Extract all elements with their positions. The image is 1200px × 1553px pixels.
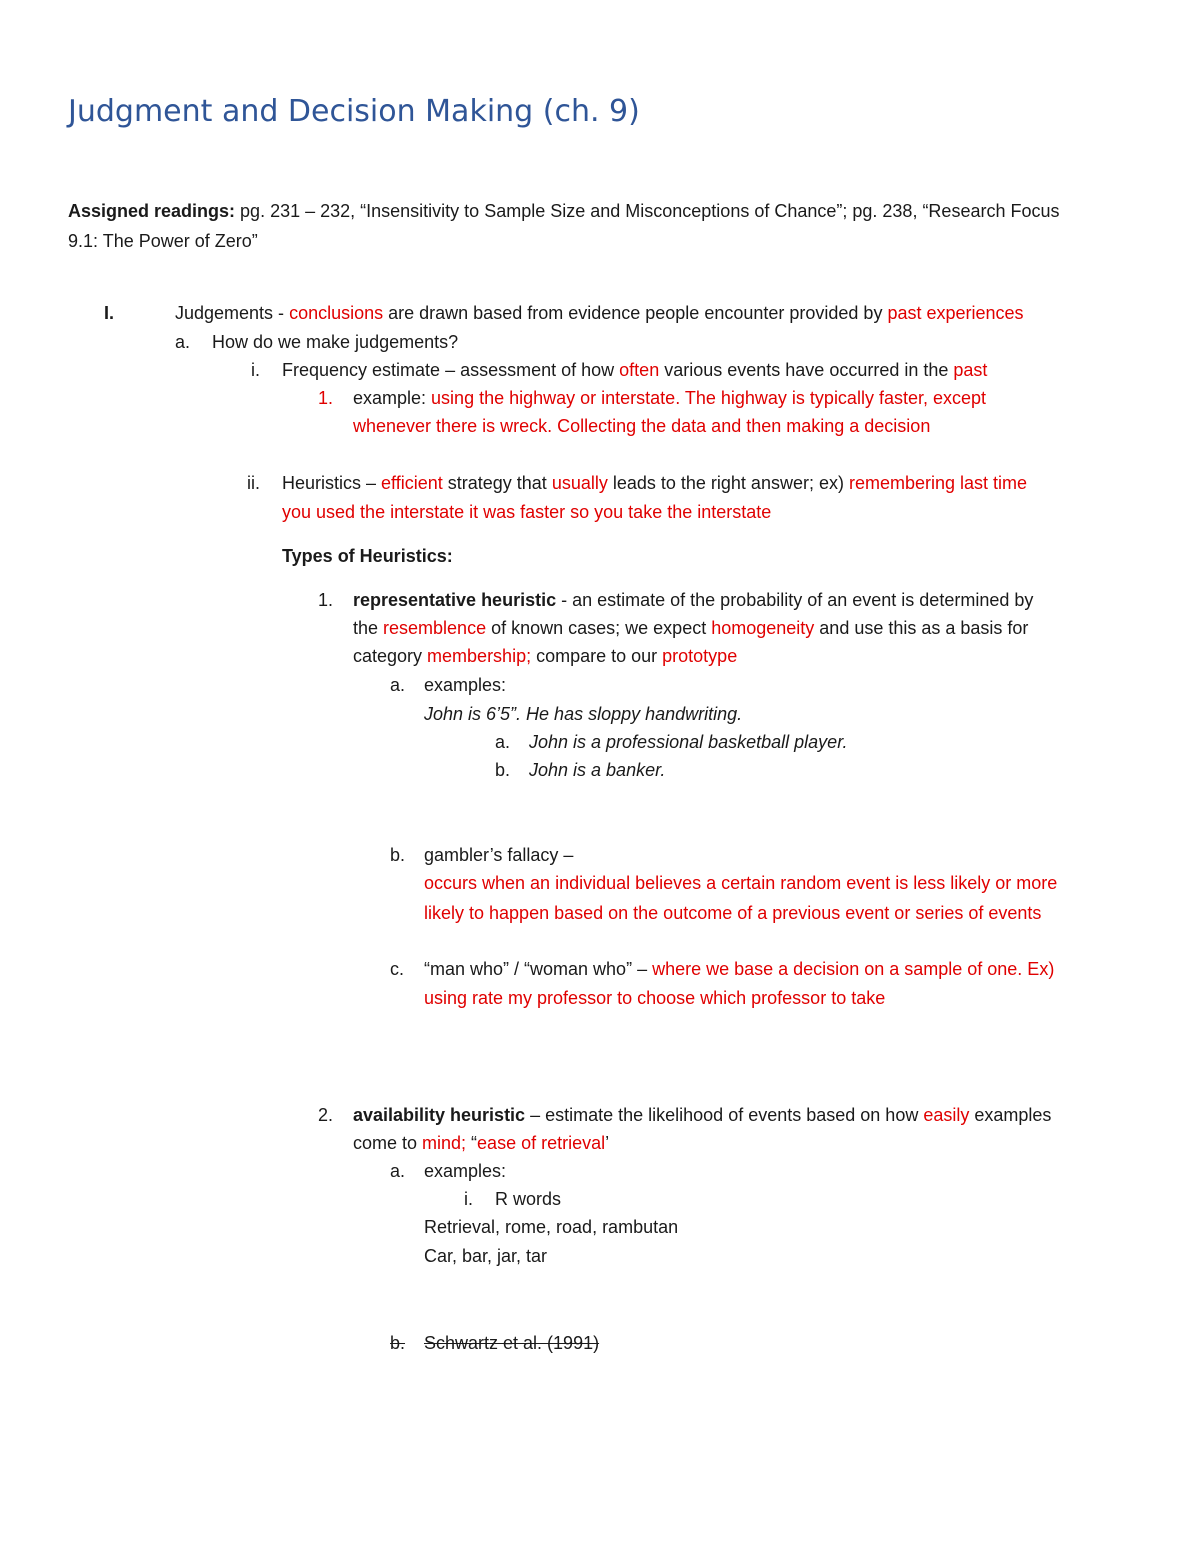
text-run: come to [353, 1133, 423, 1153]
list-marker: b. [390, 1333, 406, 1353]
highlight-run: where we base a decision on a sample of one. Ex) [652, 959, 1055, 979]
representative-line-1 [353, 589, 1033, 611]
assigned-readings-line-2: 9.1: The Power of Zero” [68, 231, 258, 251]
gamblers-fallacy-line-1: occurs when an individual believes a certain random event is less likely or more [424, 873, 1058, 893]
text-run: leads to the right answer; ex) [607, 473, 849, 493]
schwartz-reference: Schwartz et al. (1991) [424, 1333, 600, 1353]
text-run: the [353, 618, 384, 638]
text-run: Frequency estimate – assessment of how [282, 360, 620, 380]
list-marker: a. [175, 332, 191, 352]
assigned-readings-line-1 [68, 200, 1060, 222]
list-marker: a. [390, 1161, 406, 1181]
gamblers-fallacy-label: gambler’s fallacy – [424, 845, 574, 865]
assigned-readings-label: Assigned readings: [68, 201, 236, 221]
list-marker: a. [495, 732, 511, 752]
highlight-run: efficient [381, 473, 443, 493]
list-marker: i. [251, 360, 260, 380]
text-run: compare to our [531, 646, 663, 666]
highlight-run: prototype [662, 646, 738, 666]
text-run: are drawn based from evidence people encounter provided by [383, 303, 888, 323]
highlight-run: easily [923, 1105, 970, 1125]
highlight-run: ease of retrieval [477, 1133, 606, 1153]
list-marker: b. [390, 845, 406, 865]
text-run: ’ [605, 1133, 610, 1153]
term-name: representative heuristic [353, 590, 557, 610]
list-marker: ii. [247, 473, 260, 493]
gamblers-fallacy-line-2: likely to happen based on the outcome of a previous event or series of events [424, 903, 1042, 923]
highlight-run: resemblence [383, 618, 487, 638]
text-run: “ [466, 1133, 478, 1153]
availability-line-2 [353, 1132, 609, 1154]
man-who-line-1 [424, 958, 1054, 980]
highlight-run: membership; [427, 646, 532, 666]
heuristics-line-1 [282, 472, 1027, 494]
list-marker: 1. [318, 388, 334, 408]
examples-label: examples: [424, 675, 507, 695]
text-run: category [353, 646, 428, 666]
representative-line-3 [353, 645, 737, 667]
list-marker: 1. [318, 590, 334, 610]
example-scenario: John is 6’5”. He has sloppy handwriting. [424, 704, 743, 724]
term-name: availability heuristic [353, 1105, 526, 1125]
text-run: “man who” / “woman who” – [424, 959, 653, 979]
word-list-2: Car, bar, jar, tar [424, 1246, 548, 1266]
highlight-run: remembering last time [848, 473, 1028, 493]
types-heading: Types of Heuristics: [282, 546, 453, 566]
text-run: Judgements - [175, 303, 290, 323]
text-run: and use this as a basis for [814, 618, 1029, 638]
list-marker: b. [495, 760, 511, 780]
frequency-example-line-2: whenever there is wreck. Collecting the data and then making a decision [353, 416, 931, 436]
highlight-run: using the highway or interstate. The highway is typically faster, except [431, 388, 987, 408]
text-run: - an estimate of the probability of an event is determined by [556, 590, 1034, 610]
representative-line-2 [353, 617, 1028, 639]
examples-label: examples: [424, 1161, 507, 1181]
highlight-run: usually [551, 473, 608, 493]
list-marker: a. [390, 675, 406, 695]
text-run: – estimate the likelihood of events based on how [525, 1105, 924, 1125]
frequency-estimate-text [282, 359, 987, 381]
highlight-run: often [619, 360, 660, 380]
example-option-b: John is a banker. [529, 760, 666, 780]
text-run: example: [353, 388, 432, 408]
availability-line-1 [353, 1104, 1051, 1126]
example-option-a: John is a professional basketball player. [529, 732, 848, 752]
assigned-readings-text-1: pg. 231 – 232, “Insensitivity to Sample Size and Misconceptions of Chance”; pg. 238, “Research Focus [235, 201, 1060, 221]
text-run: Heuristics – [282, 473, 382, 493]
text-run: strategy that [442, 473, 552, 493]
highlight-run: conclusions [289, 303, 384, 323]
list-marker: c. [390, 959, 405, 979]
word-list-1: Retrieval, rome, road, rambutan [424, 1217, 679, 1237]
frequency-example-line-1 [353, 387, 986, 409]
man-who-line-2: using rate my professor to choose which professor to take [424, 988, 886, 1008]
question-text: How do we make judgements? [212, 332, 459, 352]
highlight-run: past experiences [887, 303, 1024, 323]
heuristics-line-2: you used the interstate it was faster so you take the interstate [282, 502, 772, 522]
list-marker: i. [464, 1189, 473, 1209]
r-words-label: R words [495, 1189, 562, 1209]
text-run: various events have occurred in the [659, 360, 954, 380]
highlight-run: homogeneity [711, 618, 815, 638]
page-title: Judgment and Decision Making (ch. 9) [68, 94, 640, 129]
text-run: examples [969, 1105, 1052, 1125]
text-run: of known cases; we expect [486, 618, 712, 638]
section-marker: I. [104, 303, 115, 323]
highlight-run: past [953, 360, 988, 380]
section-judgements-text [175, 302, 1024, 324]
list-marker: 2. [318, 1105, 334, 1125]
highlight-run: mind; [422, 1133, 467, 1153]
